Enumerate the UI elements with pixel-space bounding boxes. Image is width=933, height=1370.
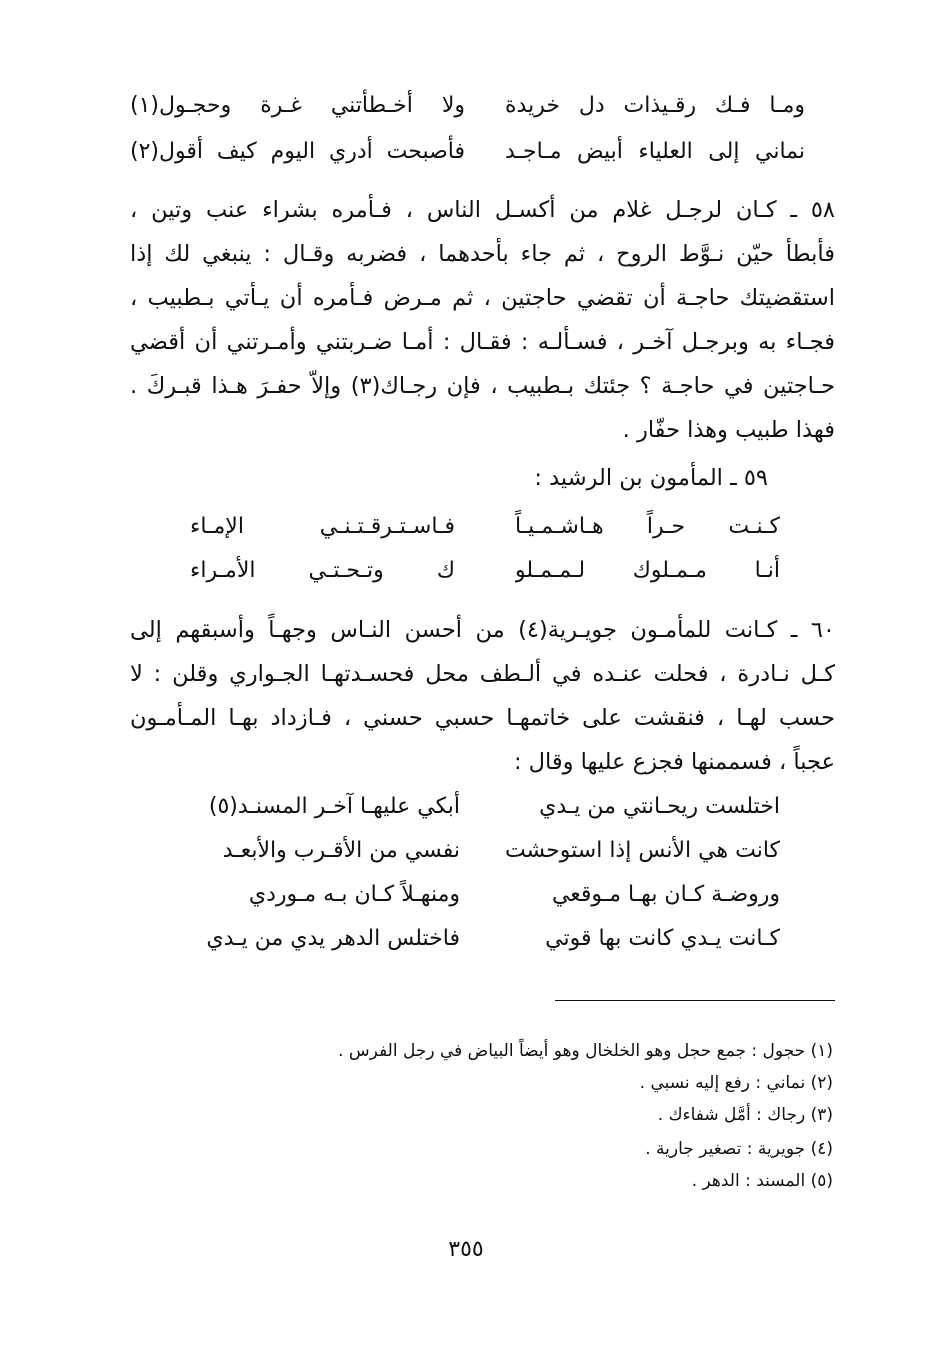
verse-first-hemistich: أنـا مـمـلوك لـمـمـلو: [515, 558, 780, 583]
verse-first-hemistich: ومـا فـك رقـيذات دل خريدة: [505, 93, 805, 118]
verse-line: [190, 550, 780, 592]
paragraph-60: [130, 608, 835, 784]
text-line: استقضيتك حاجـة أن تقضي حاجتين ، ثم مـرض فـأمره أن يـأتي بـطبيب ،: [130, 285, 835, 311]
text-line: حـاجتين في حاجـة ؟ جئتك بـطبيب ، فإن رجـاك(٣) وإلاّ حفـرَ هـذا قبـركَ .: [130, 373, 835, 399]
verse-line: [130, 86, 805, 126]
footnote: (٤) جويرية : تصغير جارية .: [645, 1139, 833, 1159]
text-line: ٦٠ ـ كـانت للمأمـون جويـرية(٤) من أحسن النـاس وجهـاً وأسبقهم إلى: [130, 617, 835, 643]
verse-line: [130, 132, 805, 172]
text-line: فهذا طبيب وهذا حفّار .: [622, 417, 835, 443]
section-heading-59: ٥٩ ـ المأمون بن الرشيد :: [534, 465, 768, 491]
verse-second-hemistich: ولا أخـطأتني غـرة وحجـول(١): [130, 93, 465, 118]
verse-first-hemistich: كانت هي الأنس إذا استوحشت: [504, 838, 780, 863]
verse-first-hemistich: اختلست ريحـانتي من يـدي: [539, 794, 780, 819]
text-line: فجـاء به وبرجـل آخـر ، فسـألـه : فقـال : أمـا ضـربتني وأمـرتني أن أقضي: [130, 329, 835, 355]
verse-line: [195, 918, 780, 960]
footnote-divider: [555, 1000, 835, 1001]
footnote: (٥) المسند : الدهر .: [691, 1171, 833, 1191]
verse-first-hemistich: كـنـت حـراً هـاشـمـيـاً: [515, 514, 780, 539]
verse-first-hemistich: نماني إلى العلياء أبيض مـاجـد: [505, 139, 805, 164]
verse-line: [195, 830, 780, 872]
verse-line: [190, 506, 780, 548]
text-line: كـل نـادرة ، فحلت عنـده في ألـطف محل فحسـدتهـا الجـواري وقلن : لا: [130, 661, 835, 687]
verse-second-hemistich: نفسي من الأقـرب والأبعـد: [222, 838, 460, 863]
verse-line: [195, 874, 780, 916]
footnote: (٢) نماني : رفع إليه نسبي .: [639, 1073, 833, 1093]
text-line: ٥٨ ـ كـان لرجـل غلام من أكسـل الناس ، فـأمره بشراء عنب وتين ،: [130, 197, 835, 223]
text-line: فأبطأ حيّن نـوَّط الروح ، ثم جاء بأحدهما ، فضربه وقـال : ينبغي لك إذا: [130, 241, 835, 267]
verse-second-hemistich: فاختلس الدهر يدي من يـدي: [206, 926, 460, 951]
verse-second-hemistich: أبكي عليهـا آخـر المسنـد(٥): [208, 794, 460, 819]
verse-second-hemistich: ك وتـحـتـي الأمـراء: [190, 558, 455, 583]
text-line: حسب لهـا ، فنقشت على خاتمهـا حسبي حسني ، فـازداد بهـا المـأمـون: [130, 705, 835, 731]
footnote: (٣) رجاك : أمَّل شفاءك .: [657, 1105, 833, 1125]
text-line: عجباً ، فسممنها فجزع عليها وقال :: [513, 749, 835, 775]
verse-second-hemistich: فأصبحت أدري اليوم كيف أقول(٢): [130, 139, 465, 164]
verse-second-hemistich: ومنهـلاً كـان بـه مـوردي: [248, 882, 460, 907]
paragraph-58: [130, 188, 835, 452]
verse-first-hemistich: وروضـة كـان بهـا مـوقعي: [551, 882, 780, 907]
verse-second-hemistich: فـاسـتـرقـتـنـي الإمـاء: [190, 514, 455, 539]
verse-line: [195, 786, 780, 828]
verse-first-hemistich: كـانت يـدي كانت بها قوتي: [545, 926, 780, 951]
page-number: ٣٥٥: [448, 1237, 484, 1262]
footnote: (١) حجول : جمع حجل وهو الخلخال وهو أيضاً البياض في رجل الفرس .: [338, 1041, 833, 1061]
